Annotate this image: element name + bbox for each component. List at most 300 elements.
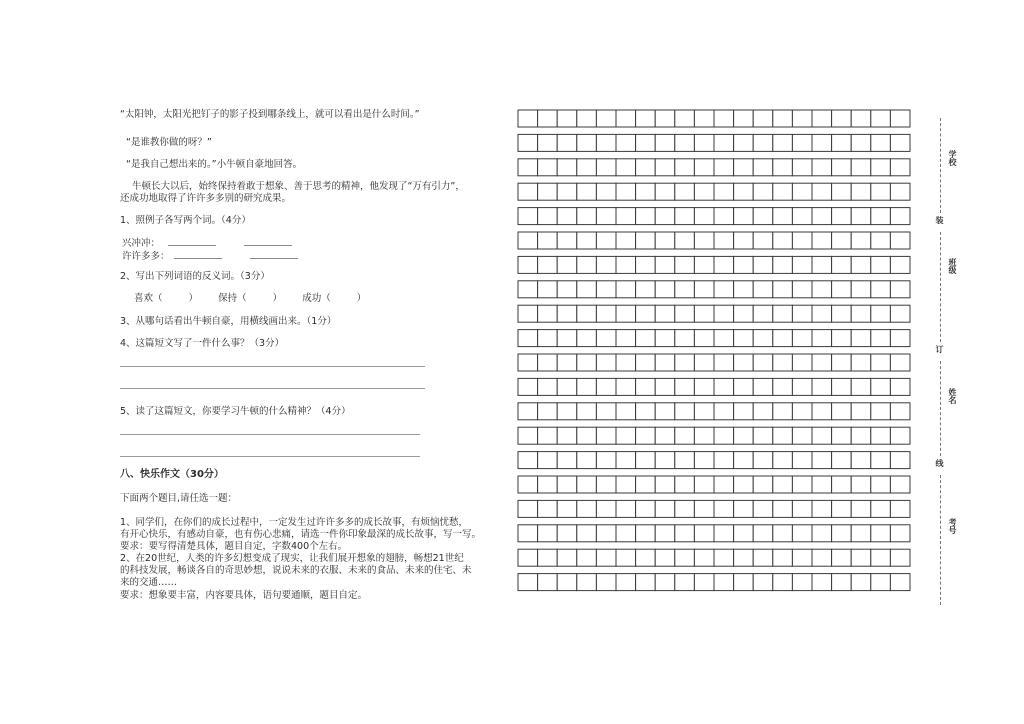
- grid-cell[interactable]: [714, 525, 734, 542]
- grid-cell[interactable]: [753, 403, 773, 420]
- grid-cell[interactable]: [538, 378, 558, 395]
- grid-cell[interactable]: [557, 549, 577, 566]
- grid-cell[interactable]: [655, 208, 675, 225]
- grid-cell[interactable]: [596, 256, 616, 273]
- answer-blank[interactable]: [174, 249, 222, 259]
- grid-cell[interactable]: [851, 378, 871, 395]
- grid-cell[interactable]: [753, 305, 773, 322]
- grid-cell[interactable]: [596, 281, 616, 298]
- grid-cell[interactable]: [871, 305, 891, 322]
- grid-cell[interactable]: [577, 134, 597, 151]
- grid-cell[interactable]: [753, 549, 773, 566]
- grid-cell[interactable]: [832, 525, 852, 542]
- grid-cell[interactable]: [773, 208, 793, 225]
- grid-cell[interactable]: [694, 476, 714, 493]
- grid-cell[interactable]: [557, 256, 577, 273]
- grid-cell[interactable]: [636, 354, 656, 371]
- grid-cell[interactable]: [714, 281, 734, 298]
- grid-cell[interactable]: [616, 159, 636, 176]
- grid-cell[interactable]: [832, 232, 852, 249]
- answer-blank[interactable]: [244, 236, 292, 246]
- grid-cell[interactable]: [812, 549, 832, 566]
- grid-cell[interactable]: [773, 159, 793, 176]
- grid-cell[interactable]: [557, 208, 577, 225]
- grid-cell[interactable]: [616, 330, 636, 347]
- grid-cell[interactable]: [557, 452, 577, 469]
- grid-row[interactable]: [518, 354, 910, 371]
- grid-cell[interactable]: [773, 378, 793, 395]
- grid-cell[interactable]: [694, 354, 714, 371]
- grid-cell[interactable]: [832, 427, 852, 444]
- grid-cell[interactable]: [714, 159, 734, 176]
- grid-row[interactable]: [518, 549, 910, 566]
- grid-cell[interactable]: [734, 574, 754, 591]
- grid-cell[interactable]: [694, 525, 714, 542]
- grid-cell[interactable]: [812, 232, 832, 249]
- grid-cell[interactable]: [792, 183, 812, 200]
- grid-cell[interactable]: [851, 500, 871, 517]
- grid-cell[interactable]: [812, 574, 832, 591]
- grid-cell[interactable]: [890, 305, 910, 322]
- grid-cell[interactable]: [871, 354, 891, 371]
- grid-cell[interactable]: [832, 134, 852, 151]
- grid-cell[interactable]: [792, 232, 812, 249]
- grid-cell[interactable]: [753, 208, 773, 225]
- grid-cell[interactable]: [636, 256, 656, 273]
- grid-cell[interactable]: [636, 500, 656, 517]
- grid-cell[interactable]: [871, 134, 891, 151]
- grid-cell[interactable]: [773, 256, 793, 273]
- grid-cell[interactable]: [792, 110, 812, 127]
- grid-cell[interactable]: [694, 574, 714, 591]
- grid-row[interactable]: [518, 500, 910, 517]
- grid-cell[interactable]: [890, 110, 910, 127]
- answer-line[interactable]: [120, 366, 425, 367]
- grid-cell[interactable]: [636, 452, 656, 469]
- grid-cell[interactable]: [773, 427, 793, 444]
- grid-cell[interactable]: [518, 476, 538, 493]
- grid-cell[interactable]: [832, 354, 852, 371]
- grid-cell[interactable]: [773, 183, 793, 200]
- grid-cell[interactable]: [655, 525, 675, 542]
- grid-cell[interactable]: [518, 549, 538, 566]
- grid-cell[interactable]: [577, 354, 597, 371]
- grid-cell[interactable]: [851, 525, 871, 542]
- grid-cell[interactable]: [636, 208, 656, 225]
- grid-cell[interactable]: [773, 476, 793, 493]
- grid-cell[interactable]: [734, 500, 754, 517]
- grid-cell[interactable]: [557, 403, 577, 420]
- grid-cell[interactable]: [792, 134, 812, 151]
- grid-cell[interactable]: [871, 232, 891, 249]
- grid-cell[interactable]: [694, 378, 714, 395]
- grid-cell[interactable]: [890, 281, 910, 298]
- grid-cell[interactable]: [773, 305, 793, 322]
- grid-cell[interactable]: [577, 378, 597, 395]
- grid-cell[interactable]: [832, 208, 852, 225]
- grid-cell[interactable]: [714, 354, 734, 371]
- grid-cell[interactable]: [714, 403, 734, 420]
- grid-cell[interactable]: [753, 354, 773, 371]
- grid-cell[interactable]: [753, 330, 773, 347]
- grid-cell[interactable]: [734, 378, 754, 395]
- grid-cell[interactable]: [812, 525, 832, 542]
- grid-cell[interactable]: [812, 281, 832, 298]
- grid-cell[interactable]: [714, 208, 734, 225]
- grid-cell[interactable]: [694, 305, 714, 322]
- grid-cell[interactable]: [792, 256, 812, 273]
- grid-cell[interactable]: [753, 574, 773, 591]
- grid-cell[interactable]: [518, 403, 538, 420]
- answer-line[interactable]: [120, 388, 425, 389]
- grid-cell[interactable]: [538, 159, 558, 176]
- grid-cell[interactable]: [714, 500, 734, 517]
- grid-cell[interactable]: [792, 159, 812, 176]
- grid-cell[interactable]: [616, 574, 636, 591]
- grid-cell[interactable]: [675, 256, 695, 273]
- grid-cell[interactable]: [655, 452, 675, 469]
- grid-cell[interactable]: [773, 525, 793, 542]
- grid-cell[interactable]: [616, 134, 636, 151]
- grid-cell[interactable]: [557, 427, 577, 444]
- grid-cell[interactable]: [694, 330, 714, 347]
- grid-cell[interactable]: [596, 476, 616, 493]
- grid-cell[interactable]: [714, 134, 734, 151]
- grid-cell[interactable]: [577, 110, 597, 127]
- grid-cell[interactable]: [655, 427, 675, 444]
- grid-cell[interactable]: [655, 232, 675, 249]
- grid-cell[interactable]: [636, 330, 656, 347]
- grid-cell[interactable]: [675, 525, 695, 542]
- grid-cell[interactable]: [596, 159, 616, 176]
- grid-cell[interactable]: [538, 281, 558, 298]
- grid-cell[interactable]: [694, 452, 714, 469]
- grid-cell[interactable]: [851, 208, 871, 225]
- grid-cell[interactable]: [538, 208, 558, 225]
- grid-cell[interactable]: [890, 208, 910, 225]
- grid-cell[interactable]: [518, 305, 538, 322]
- grid-cell[interactable]: [851, 232, 871, 249]
- grid-cell[interactable]: [871, 159, 891, 176]
- grid-cell[interactable]: [851, 427, 871, 444]
- grid-cell[interactable]: [714, 256, 734, 273]
- grid-cell[interactable]: [675, 378, 695, 395]
- grid-cell[interactable]: [596, 134, 616, 151]
- grid-cell[interactable]: [734, 208, 754, 225]
- grid-cell[interactable]: [538, 476, 558, 493]
- grid-cell[interactable]: [596, 330, 616, 347]
- grid-row[interactable]: [518, 330, 910, 347]
- grid-cell[interactable]: [596, 403, 616, 420]
- answer-line[interactable]: [120, 434, 420, 435]
- grid-cell[interactable]: [832, 183, 852, 200]
- grid-cell[interactable]: [792, 500, 812, 517]
- grid-cell[interactable]: [675, 403, 695, 420]
- grid-cell[interactable]: [675, 549, 695, 566]
- grid-cell[interactable]: [871, 452, 891, 469]
- grid-cell[interactable]: [871, 500, 891, 517]
- grid-cell[interactable]: [851, 354, 871, 371]
- grid-cell[interactable]: [773, 500, 793, 517]
- grid-cell[interactable]: [773, 403, 793, 420]
- grid-cell[interactable]: [832, 281, 852, 298]
- grid-cell[interactable]: [734, 330, 754, 347]
- grid-cell[interactable]: [753, 427, 773, 444]
- grid-cell[interactable]: [675, 574, 695, 591]
- grid-cell[interactable]: [753, 281, 773, 298]
- grid-cell[interactable]: [538, 232, 558, 249]
- grid-cell[interactable]: [655, 476, 675, 493]
- grid-cell[interactable]: [871, 183, 891, 200]
- grid-cell[interactable]: [851, 256, 871, 273]
- grid-cell[interactable]: [557, 305, 577, 322]
- grid-cell[interactable]: [832, 476, 852, 493]
- grid-cell[interactable]: [557, 525, 577, 542]
- grid-cell[interactable]: [871, 256, 891, 273]
- grid-row[interactable]: [518, 574, 910, 591]
- grid-cell[interactable]: [675, 159, 695, 176]
- grid-cell[interactable]: [655, 574, 675, 591]
- grid-cell[interactable]: [734, 525, 754, 542]
- grid-cell[interactable]: [851, 549, 871, 566]
- grid-cell[interactable]: [518, 281, 538, 298]
- grid-cell[interactable]: [890, 232, 910, 249]
- grid-cell[interactable]: [832, 330, 852, 347]
- grid-cell[interactable]: [832, 500, 852, 517]
- grid-cell[interactable]: [538, 427, 558, 444]
- grid-cell[interactable]: [675, 330, 695, 347]
- grid-cell[interactable]: [714, 232, 734, 249]
- grid-cell[interactable]: [577, 427, 597, 444]
- grid-cell[interactable]: [734, 476, 754, 493]
- grid-cell[interactable]: [832, 305, 852, 322]
- grid-cell[interactable]: [734, 256, 754, 273]
- grid-cell[interactable]: [655, 110, 675, 127]
- grid-cell[interactable]: [557, 134, 577, 151]
- grid-cell[interactable]: [596, 574, 616, 591]
- grid-cell[interactable]: [714, 378, 734, 395]
- grid-cell[interactable]: [577, 208, 597, 225]
- grid-cell[interactable]: [792, 427, 812, 444]
- grid-row[interactable]: [518, 208, 910, 225]
- grid-cell[interactable]: [616, 281, 636, 298]
- grid-cell[interactable]: [792, 354, 812, 371]
- grid-cell[interactable]: [890, 354, 910, 371]
- grid-cell[interactable]: [577, 500, 597, 517]
- grid-cell[interactable]: [577, 305, 597, 322]
- grid-cell[interactable]: [538, 354, 558, 371]
- grid-cell[interactable]: [577, 281, 597, 298]
- grid-cell[interactable]: [890, 330, 910, 347]
- grid-cell[interactable]: [812, 378, 832, 395]
- grid-cell[interactable]: [890, 549, 910, 566]
- grid-cell[interactable]: [616, 256, 636, 273]
- grid-cell[interactable]: [792, 330, 812, 347]
- grid-cell[interactable]: [871, 208, 891, 225]
- grid-cell[interactable]: [890, 452, 910, 469]
- grid-row[interactable]: [518, 525, 910, 542]
- grid-cell[interactable]: [714, 183, 734, 200]
- grid-cell[interactable]: [832, 256, 852, 273]
- grid-cell[interactable]: [538, 403, 558, 420]
- grid-cell[interactable]: [538, 525, 558, 542]
- grid-cell[interactable]: [518, 232, 538, 249]
- grid-cell[interactable]: [557, 281, 577, 298]
- grid-row[interactable]: [518, 134, 910, 151]
- grid-row[interactable]: [518, 281, 910, 298]
- grid-cell[interactable]: [596, 183, 616, 200]
- grid-cell[interactable]: [773, 549, 793, 566]
- grid-cell[interactable]: [832, 378, 852, 395]
- grid-cell[interactable]: [636, 134, 656, 151]
- grid-cell[interactable]: [773, 110, 793, 127]
- grid-cell[interactable]: [851, 183, 871, 200]
- grid-cell[interactable]: [538, 500, 558, 517]
- grid-cell[interactable]: [518, 354, 538, 371]
- grid-cell[interactable]: [890, 403, 910, 420]
- grid-cell[interactable]: [851, 452, 871, 469]
- grid-row[interactable]: [518, 452, 910, 469]
- grid-cell[interactable]: [577, 232, 597, 249]
- grid-cell[interactable]: [734, 281, 754, 298]
- grid-cell[interactable]: [596, 525, 616, 542]
- grid-cell[interactable]: [616, 354, 636, 371]
- grid-cell[interactable]: [538, 305, 558, 322]
- grid-cell[interactable]: [734, 134, 754, 151]
- grid-cell[interactable]: [792, 525, 812, 542]
- grid-row[interactable]: [518, 427, 910, 444]
- grid-cell[interactable]: [734, 183, 754, 200]
- grid-cell[interactable]: [557, 159, 577, 176]
- grid-cell[interactable]: [675, 134, 695, 151]
- grid-cell[interactable]: [596, 427, 616, 444]
- grid-cell[interactable]: [812, 305, 832, 322]
- answer-blank[interactable]: [168, 236, 216, 246]
- grid-cell[interactable]: [890, 159, 910, 176]
- grid-cell[interactable]: [636, 281, 656, 298]
- grid-cell[interactable]: [675, 476, 695, 493]
- grid-cell[interactable]: [851, 403, 871, 420]
- grid-cell[interactable]: [714, 305, 734, 322]
- grid-cell[interactable]: [596, 110, 616, 127]
- grid-cell[interactable]: [714, 452, 734, 469]
- grid-row[interactable]: [518, 183, 910, 200]
- grid-cell[interactable]: [557, 232, 577, 249]
- grid-cell[interactable]: [832, 403, 852, 420]
- grid-cell[interactable]: [655, 378, 675, 395]
- grid-cell[interactable]: [694, 500, 714, 517]
- grid-row[interactable]: [518, 476, 910, 493]
- grid-cell[interactable]: [694, 183, 714, 200]
- grid-cell[interactable]: [616, 452, 636, 469]
- grid-cell[interactable]: [812, 330, 832, 347]
- grid-cell[interactable]: [851, 159, 871, 176]
- grid-row[interactable]: [518, 232, 910, 249]
- grid-cell[interactable]: [518, 500, 538, 517]
- grid-cell[interactable]: [538, 183, 558, 200]
- grid-cell[interactable]: [792, 574, 812, 591]
- grid-cell[interactable]: [655, 305, 675, 322]
- grid-cell[interactable]: [734, 354, 754, 371]
- grid-cell[interactable]: [871, 281, 891, 298]
- grid-cell[interactable]: [616, 305, 636, 322]
- grid-cell[interactable]: [890, 378, 910, 395]
- grid-cell[interactable]: [871, 476, 891, 493]
- grid-cell[interactable]: [812, 134, 832, 151]
- grid-cell[interactable]: [773, 330, 793, 347]
- grid-cell[interactable]: [753, 378, 773, 395]
- grid-cell[interactable]: [694, 256, 714, 273]
- grid-cell[interactable]: [557, 354, 577, 371]
- grid-cell[interactable]: [871, 378, 891, 395]
- grid-cell[interactable]: [655, 134, 675, 151]
- grid-cell[interactable]: [812, 452, 832, 469]
- grid-cell[interactable]: [518, 574, 538, 591]
- grid-cell[interactable]: [655, 159, 675, 176]
- grid-cell[interactable]: [851, 476, 871, 493]
- grid-cell[interactable]: [773, 354, 793, 371]
- grid-cell[interactable]: [518, 159, 538, 176]
- grid-cell[interactable]: [518, 208, 538, 225]
- grid-cell[interactable]: [812, 476, 832, 493]
- grid-cell[interactable]: [753, 134, 773, 151]
- grid-cell[interactable]: [890, 525, 910, 542]
- grid-cell[interactable]: [518, 183, 538, 200]
- grid-cell[interactable]: [616, 110, 636, 127]
- grid-cell[interactable]: [851, 305, 871, 322]
- grid-cell[interactable]: [636, 159, 656, 176]
- grid-cell[interactable]: [616, 427, 636, 444]
- grid-cell[interactable]: [518, 256, 538, 273]
- grid-cell[interactable]: [518, 134, 538, 151]
- grid-cell[interactable]: [616, 232, 636, 249]
- grid-cell[interactable]: [538, 110, 558, 127]
- grid-cell[interactable]: [694, 134, 714, 151]
- grid-cell[interactable]: [773, 232, 793, 249]
- grid-cell[interactable]: [832, 159, 852, 176]
- grid-cell[interactable]: [557, 476, 577, 493]
- grid-cell[interactable]: [577, 256, 597, 273]
- grid-cell[interactable]: [734, 452, 754, 469]
- grid-cell[interactable]: [518, 110, 538, 127]
- grid-cell[interactable]: [890, 427, 910, 444]
- grid-cell[interactable]: [518, 427, 538, 444]
- grid-cell[interactable]: [616, 549, 636, 566]
- grid-row[interactable]: [518, 256, 910, 273]
- grid-cell[interactable]: [734, 305, 754, 322]
- grid-cell[interactable]: [636, 476, 656, 493]
- grid-cell[interactable]: [773, 134, 793, 151]
- grid-cell[interactable]: [812, 159, 832, 176]
- grid-cell[interactable]: [832, 574, 852, 591]
- grid-cell[interactable]: [616, 183, 636, 200]
- grid-cell[interactable]: [812, 110, 832, 127]
- grid-cell[interactable]: [577, 403, 597, 420]
- grid-cell[interactable]: [792, 403, 812, 420]
- grid-cell[interactable]: [538, 574, 558, 591]
- grid-cell[interactable]: [675, 427, 695, 444]
- grid-cell[interactable]: [616, 403, 636, 420]
- grid-cell[interactable]: [851, 281, 871, 298]
- grid-cell[interactable]: [753, 183, 773, 200]
- answer-line[interactable]: [120, 456, 420, 457]
- grid-cell[interactable]: [596, 305, 616, 322]
- answer-blank[interactable]: [250, 249, 298, 259]
- grid-cell[interactable]: [616, 476, 636, 493]
- grid-cell[interactable]: [538, 330, 558, 347]
- grid-cell[interactable]: [557, 110, 577, 127]
- grid-cell[interactable]: [636, 403, 656, 420]
